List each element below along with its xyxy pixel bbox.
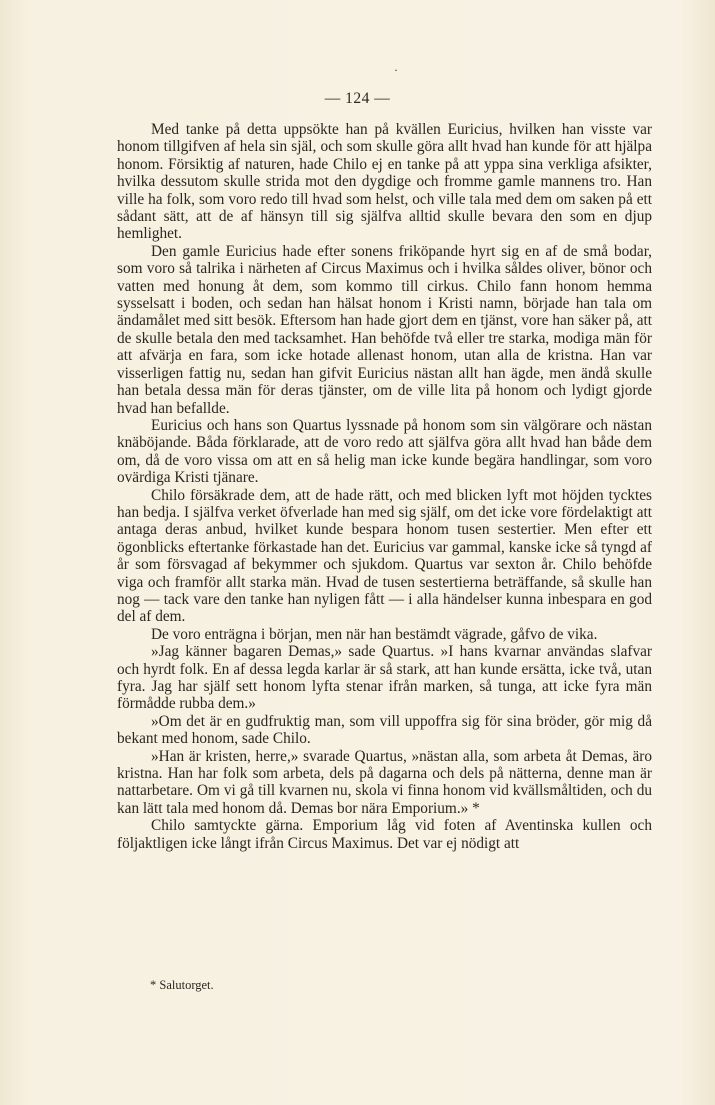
paragraph: De voro enträgna i början, men när han bestämdt vägrade, gåfvo de vika. (151, 625, 598, 643)
paragraph: Chilo samtyckte gärna. Emporium låg vid foten af Aventinska kullen och följaktligen icke långt ifrån Circus Maximus. Det var ej nödigt att (117, 817, 652, 852)
paragraph: Den gamle Euricius hade efter sonens friköpande hyrt sig en af de små bodar, som voro så talrika i närheten af Circus Maximus och i hvilka såldes oliver, bönor och vatten med honung åt dem, som kommo till cirkus. Chilo fann honom hemma sysselsatt i boden, och sedan han hälsat honom i Kristi namn, började han tala om ändamålet med sitt besök. Eftersom han hade gjort dem en tjänst, vore han säker på, att de skulle betala den med tacksamhet. Han behöfde två eller tre starka, modiga män för att afvärja en fara, som icke hotade allenast honom, utan alla de kristna. Han var visserligen fattig nu, sedan han gifvit Euricius nästan allt han ägde, men ändå skulle han betala dessa män för deras tjänster, om de ville lita på honom och lydigt gjorde hvad han befallde. (117, 242, 652, 417)
paragraph: Chilo försäkrade dem, att de hade rätt, och med blicken lyft mot höjden tycktes han bedja. I själfva verket öfverlade han med sig själf, om det icke vore fördelaktigt att antaga deras anbud, hvilket kunde bespara honom tusen sestertier. Men efter ett ögonblicks eftertanke förkastade han det. Euricius var gammal, kanske icke så tyngd af år som försvagad af bekymmer och sjukdom. Quartus var sexton år. Chilo behöfde viga och framför allt starka män. Hvad de tusen sestertierna beträffande, så skulle han nog — tack vare den tanke han nyligen fått — i alla händelser kunna inbespara en god del af dem. (117, 486, 652, 626)
paragraph: »Jag känner bagaren Demas,» sade Quartus. »I hans kvarnar användas slafvar och hyrdt folk. En af dessa legda karlar är så stark, att han kunde ersätta, icke två, utan fyra. Jag har själf sett honom lyfta stenar ifrån marken, så tunga, att icke fyra män förmådde rubba dem.» (117, 643, 652, 713)
footnote: * Salutorget. (150, 978, 214, 992)
paragraph: »Om det är en gudfruktig man, som vill uppoffra sig för sina bröder, gör mig då bekant med honom, sade Chilo. (117, 712, 652, 748)
paragraph: Med tanke på detta uppsökte han på kvällen Euricius, hvilken han visste var honom tillgifven af hela sin själ, och som skulle göra allt hvad han kunde för att hjälpa honom. Försiktig af naturen, hade Chilo ej en tanke på att yppa sina verkliga afsikter, hvilka dessutom skulle strida mot den dygdige och fromme gamle mannens tro. Han ville ha folk, som voro redo till hvad som helst, och ville tala med dem om saken på ett sådant sätt, att de af hänsyn till sig själfva alltid skulle bevara den som en djup hemlighet. (117, 121, 652, 243)
page-number: — 124 — (324, 90, 391, 107)
paragraph: »Han är kristen, herre,» svarade Quartus, »nästan alla, som arbeta åt Demas, äro kristna. Han har folk som arbeta, dels på dagarna och dels på nätterna, denne man är nattarbetare. Om vi gå till kvarnen nu, skola vi finna honom vid kvällsmåltiden, och du kan lätt tala med honom då. Demas bor nära Emporium.» * (117, 747, 652, 817)
body-text (117, 121, 652, 852)
paragraph: Euricius och hans son Quartus lyssnade på honom som sin välgörare och nästan knäböjande. Båda förklarade, att de voro redo att själfva göra allt hvad han både dem om, då de voro vissa om att en så helig man icke kunde begära handlingar, som voro ovärdiga Kristi tjänare. (117, 416, 652, 487)
printer-mark-icon: · (394, 63, 398, 77)
